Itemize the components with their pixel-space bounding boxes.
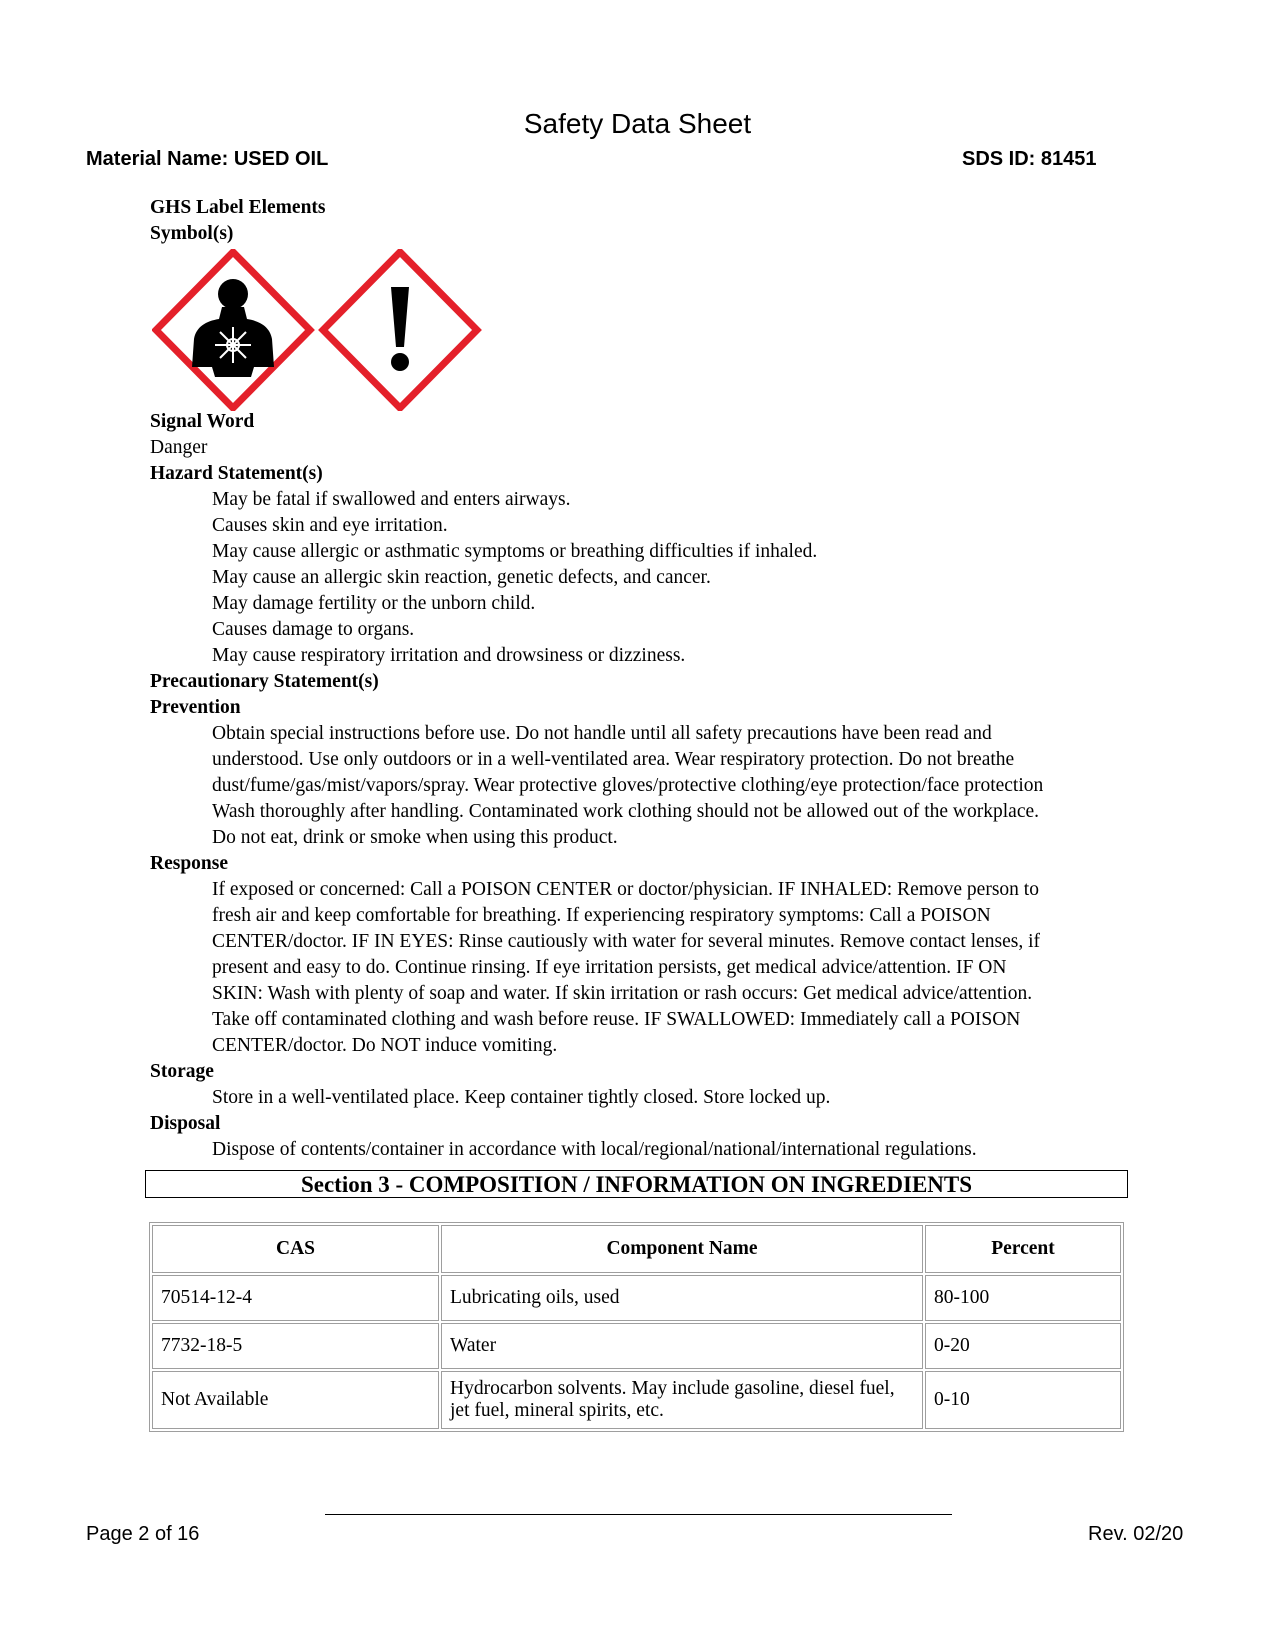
response-line: CENTER/doctor. Do NOT induce vomiting.	[212, 1035, 558, 1056]
footer-rule	[325, 1514, 952, 1515]
exclamation-mark-icon	[323, 252, 477, 408]
signal-word: Danger	[150, 437, 208, 458]
precautionary-statements-heading: Precautionary Statement(s)	[150, 671, 379, 692]
document-title: Safety Data Sheet	[523, 108, 752, 139]
component-cell: Lubricating oils, used	[441, 1275, 923, 1321]
symbols-heading: Symbol(s)	[150, 223, 234, 244]
hazard-statement: May cause allergic or asthmatic symptoms or breathing difficulties if inhaled.	[212, 541, 818, 562]
column-header-percent: Percent	[925, 1225, 1121, 1273]
column-header-component: Component Name	[441, 1225, 923, 1273]
prevention-line: Obtain special instructions before use. Do not handle until all safety precautions have been read and	[212, 723, 992, 744]
signal-word-heading: Signal Word	[150, 411, 255, 432]
page-number: Page 2 of 16	[86, 1523, 200, 1545]
hazard-statements-heading: Hazard Statement(s)	[150, 463, 323, 484]
ghs-label-heading: GHS Label Elements	[150, 197, 326, 218]
response-line: Take off contaminated clothing and wash before reuse. IF SWALLOWED: Immediately call a POISON	[212, 1009, 1021, 1030]
column-header-cas: CAS	[152, 1225, 439, 1273]
response-line: fresh air and keep comfortable for breathing. If experiencing respiratory symptoms: Call a POISON	[212, 905, 991, 926]
sds-id: SDS ID: 81451	[962, 148, 1097, 170]
revision-date: Rev. 02/20	[1088, 1523, 1184, 1545]
section-3-heading: Section 3 - COMPOSITION / INFORMATION ON INGREDIENTS	[145, 1170, 1128, 1198]
prevention-line: understood. Use only outdoors or in a well-ventilated area. Wear respiratory protection. Do not breathe	[212, 749, 1015, 770]
composition-table	[149, 1222, 1124, 1432]
component-cell: Hydrocarbon solvents. May include gasoline, diesel fuel, jet fuel, mineral spirits, etc.	[441, 1371, 923, 1429]
hazard-statement: May be fatal if swallowed and enters airways.	[212, 489, 571, 510]
hazard-statement: Causes skin and eye irritation.	[212, 515, 448, 536]
disposal-text: Dispose of contents/container in accordance with local/regional/national/international regulations.	[212, 1139, 977, 1160]
ghs-pictograms	[152, 249, 482, 411]
response-heading: Response	[150, 853, 229, 874]
response-line: CENTER/doctor. IF IN EYES: Rinse cautiously with water for several minutes. Remove contact lenses, if	[212, 931, 1041, 952]
hazard-statement: Causes damage to organs.	[212, 619, 415, 640]
percent-cell: 0-10	[925, 1371, 1121, 1429]
prevention-line: Do not eat, drink or smoke when using this product.	[212, 827, 618, 848]
response-line: present and easy to do. Continue rinsing. If eye irritation persists, get medical advice/attention. IF ON	[212, 957, 1007, 978]
cas-cell: 7732-18-5	[152, 1323, 439, 1369]
response-line: If exposed or concerned: Call a POISON CENTER or doctor/physician. IF INHALED: Remove person to	[212, 879, 1039, 900]
storage-text: Store in a well-ventilated place. Keep container tightly closed. Store locked up.	[212, 1087, 831, 1108]
prevention-line: dust/fume/gas/mist/vapors/spray. Wear protective gloves/protective clothing/eye protection/face protection	[212, 775, 1044, 796]
response-line: SKIN: Wash with plenty of soap and water. If skin irritation or rash occurs: Get medical advice/attention.	[212, 983, 1033, 1004]
disposal-heading: Disposal	[150, 1113, 221, 1134]
table-header-row	[152, 1225, 1121, 1273]
cas-cell: 70514-12-4	[152, 1275, 439, 1321]
health-hazard-icon	[156, 252, 310, 408]
hazard-statement: May cause an allergic skin reaction, genetic defects, and cancer.	[212, 567, 711, 588]
table-row	[152, 1275, 1121, 1321]
table-row	[152, 1323, 1121, 1369]
material-name: Material Name: USED OIL	[86, 148, 329, 170]
prevention-line: Wash thoroughly after handling. Contaminated work clothing should not be allowed out of the workplace.	[212, 801, 1039, 822]
hazard-statement: May damage fertility or the unborn child.	[212, 593, 536, 614]
table-row	[152, 1371, 1121, 1429]
cas-cell: Not Available	[152, 1371, 439, 1429]
component-cell: Water	[441, 1323, 923, 1369]
label-details	[150, 409, 1130, 1163]
percent-cell: 0-20	[925, 1323, 1121, 1369]
ghs-header-block	[150, 195, 1130, 247]
prevention-heading: Prevention	[150, 697, 241, 718]
hazard-statement: May cause respiratory irritation and drowsiness or dizziness.	[212, 645, 686, 666]
percent-cell: 80-100	[925, 1275, 1121, 1321]
storage-heading: Storage	[150, 1061, 214, 1082]
